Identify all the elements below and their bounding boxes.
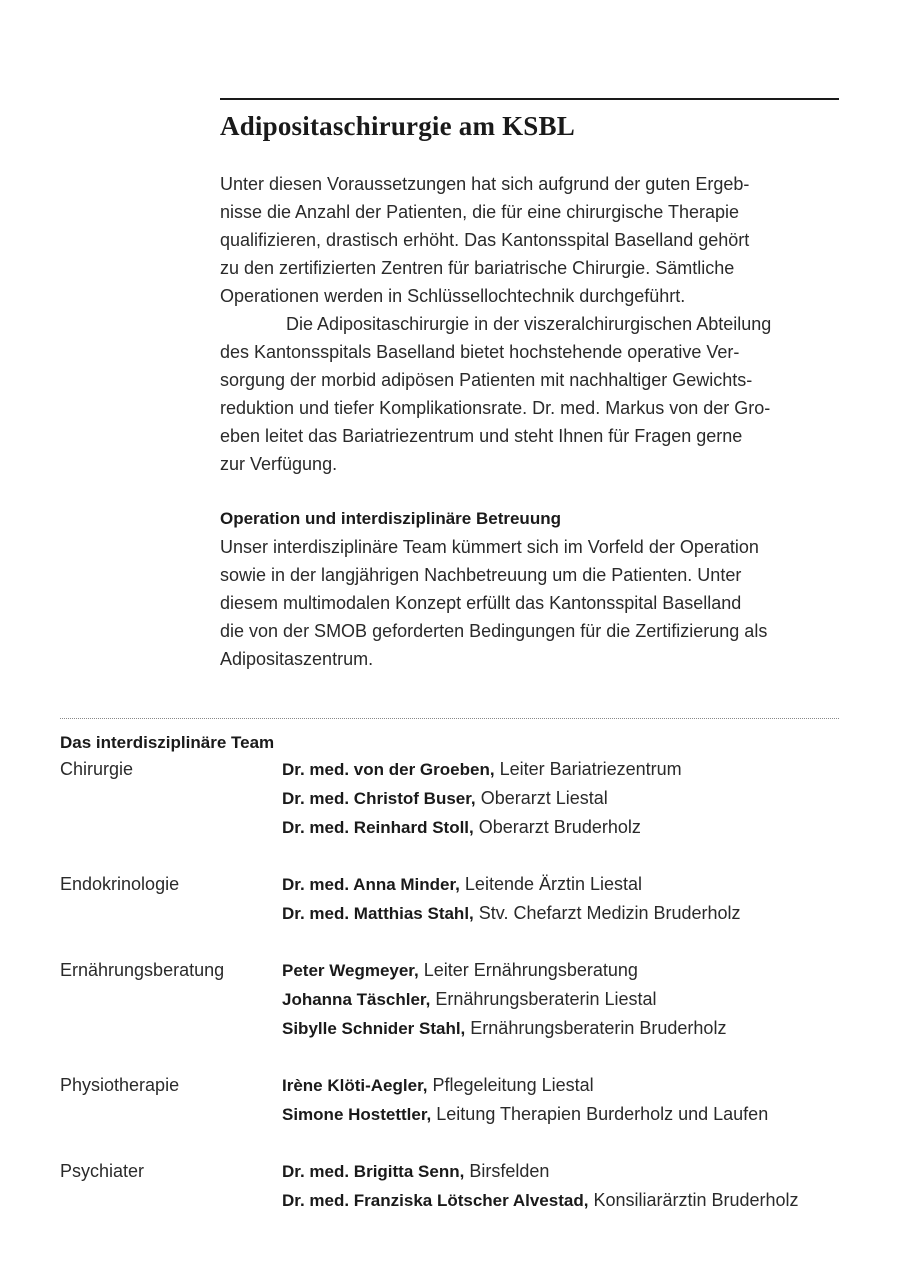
team-member xyxy=(282,899,860,928)
group-label: Chirurgie xyxy=(60,759,134,779)
team-group-chirurgie xyxy=(60,755,860,842)
team-divider xyxy=(60,718,839,719)
intro-line: reduktion und tiefer Komplikationsrate. Dr. med. Markus von der Gro- xyxy=(220,398,771,418)
member-list xyxy=(282,755,860,842)
group-label: Psychiater xyxy=(60,1161,145,1181)
team-member xyxy=(282,870,860,899)
member-role: Pflegeleitung Liestal xyxy=(432,1075,594,1095)
member-name: Dr. med. Brigitta Senn, xyxy=(282,1162,465,1181)
group-label: Endokrinologie xyxy=(60,874,180,894)
member-name: Dr. med. Reinhard Stoll, xyxy=(282,818,474,837)
section-line: Unser interdisziplinäre Team kümmert sich im Vorfeld der Operation xyxy=(220,537,759,557)
intro-line: Die Adipositaschirurgie in der viszeralchirurgischen Abteilung xyxy=(286,314,772,334)
group-label: Physiotherapie xyxy=(60,1075,180,1095)
team-member xyxy=(282,1186,860,1215)
member-name: Peter Wegmeyer, xyxy=(282,961,419,980)
member-name: Johanna Täschler, xyxy=(282,990,431,1009)
team-member xyxy=(282,1100,860,1129)
section-line: diesem multimodalen Konzept erfüllt das Kantonsspital Baselland xyxy=(220,593,742,613)
section-line: die von der SMOB geforderten Bedingungen für die Zertifizierung als xyxy=(220,621,768,641)
member-role: Ernährungsberaterin Liestal xyxy=(435,989,657,1009)
team-member xyxy=(282,1157,860,1186)
group-label: Ernährungsberatung xyxy=(60,960,225,980)
intro-line: nisse die Anzahl der Patienten, die für eine chirurgische Therapie xyxy=(220,202,739,222)
team-member xyxy=(282,1071,860,1100)
intro-line: eben leitet das Bariatriezentrum und steht Ihnen für Fragen gerne xyxy=(220,426,743,446)
member-role: Oberarzt Liestal xyxy=(480,788,608,808)
member-name: Dr. med. Matthias Stahl, xyxy=(282,904,474,923)
member-role: Oberarzt Bruderholz xyxy=(478,817,641,837)
member-role: Leiter Ernährungsberatung xyxy=(423,960,638,980)
member-list xyxy=(282,1157,860,1215)
section-text xyxy=(220,533,850,673)
team-member xyxy=(282,1014,860,1043)
team-member xyxy=(282,784,860,813)
member-name: Dr. med. von der Groeben, xyxy=(282,760,495,779)
intro-line: Operationen werden in Schlüssellochtechnik durchgeführt. xyxy=(220,286,686,306)
member-name: Dr. med. Franziska Lötscher Alvestad, xyxy=(282,1191,589,1210)
intro-line: qualifizieren, drastisch erhöht. Das Kantonsspital Baselland gehört xyxy=(220,230,750,250)
intro-line: zu den zertifizierten Zentren für bariatrische Chirurgie. Sämtliche xyxy=(220,258,735,278)
member-list xyxy=(282,870,860,928)
team-group-physiotherapie xyxy=(60,1071,860,1129)
intro-line: Unter diesen Voraussetzungen hat sich aufgrund der guten Ergeb- xyxy=(220,174,750,194)
member-name: Sibylle Schnider Stahl, xyxy=(282,1019,466,1038)
team-heading: Das interdisziplinäre Team xyxy=(60,733,275,752)
team-group-endokrinologie xyxy=(60,870,860,928)
member-role: Stv. Chefarzt Medizin Bruderholz xyxy=(478,903,741,923)
member-name: Dr. med. Anna Minder, xyxy=(282,875,460,894)
member-role: Konsiliarärztin Bruderholz xyxy=(593,1190,799,1210)
intro-line: zur Verfügung. xyxy=(220,454,338,474)
member-name: Irène Klöti-Aegler, xyxy=(282,1076,428,1095)
team-list xyxy=(60,755,860,1243)
section-line: sowie in der langjährigen Nachbetreuung um die Patienten. Unter xyxy=(220,565,742,585)
page-title: Adipositaschirurgie am KSBL xyxy=(220,111,575,141)
team-member xyxy=(282,985,860,1014)
member-name: Simone Hostettler, xyxy=(282,1105,432,1124)
member-role: Leitung Therapien Burderholz und Laufen xyxy=(436,1104,769,1124)
intro-line: sorgung der morbid adipösen Patienten mit nachhaltiger Gewichts- xyxy=(220,370,753,390)
member-list xyxy=(282,956,860,1043)
team-member xyxy=(282,755,860,784)
member-role: Ernährungsberaterin Bruderholz xyxy=(470,1018,727,1038)
member-name: Dr. med. Christof Buser, xyxy=(282,789,476,808)
team-group-ernaehrungsberatung xyxy=(60,956,860,1043)
member-role: Leitende Ärztin Liestal xyxy=(464,874,643,894)
team-member xyxy=(282,956,860,985)
member-role: Birsfelden xyxy=(469,1161,550,1181)
section-heading: Operation und interdisziplinäre Betreuung xyxy=(220,509,561,528)
team-member xyxy=(282,813,860,842)
intro-text xyxy=(220,170,850,478)
intro-line: des Kantonsspitals Baselland bietet hochstehende operative Ver- xyxy=(220,342,740,362)
team-group-psychiater xyxy=(60,1157,860,1215)
title-rule xyxy=(220,98,839,100)
member-role: Leiter Bariatriezentrum xyxy=(499,759,682,779)
section-line: Adipositaszentrum. xyxy=(220,649,374,669)
member-list xyxy=(282,1071,860,1129)
